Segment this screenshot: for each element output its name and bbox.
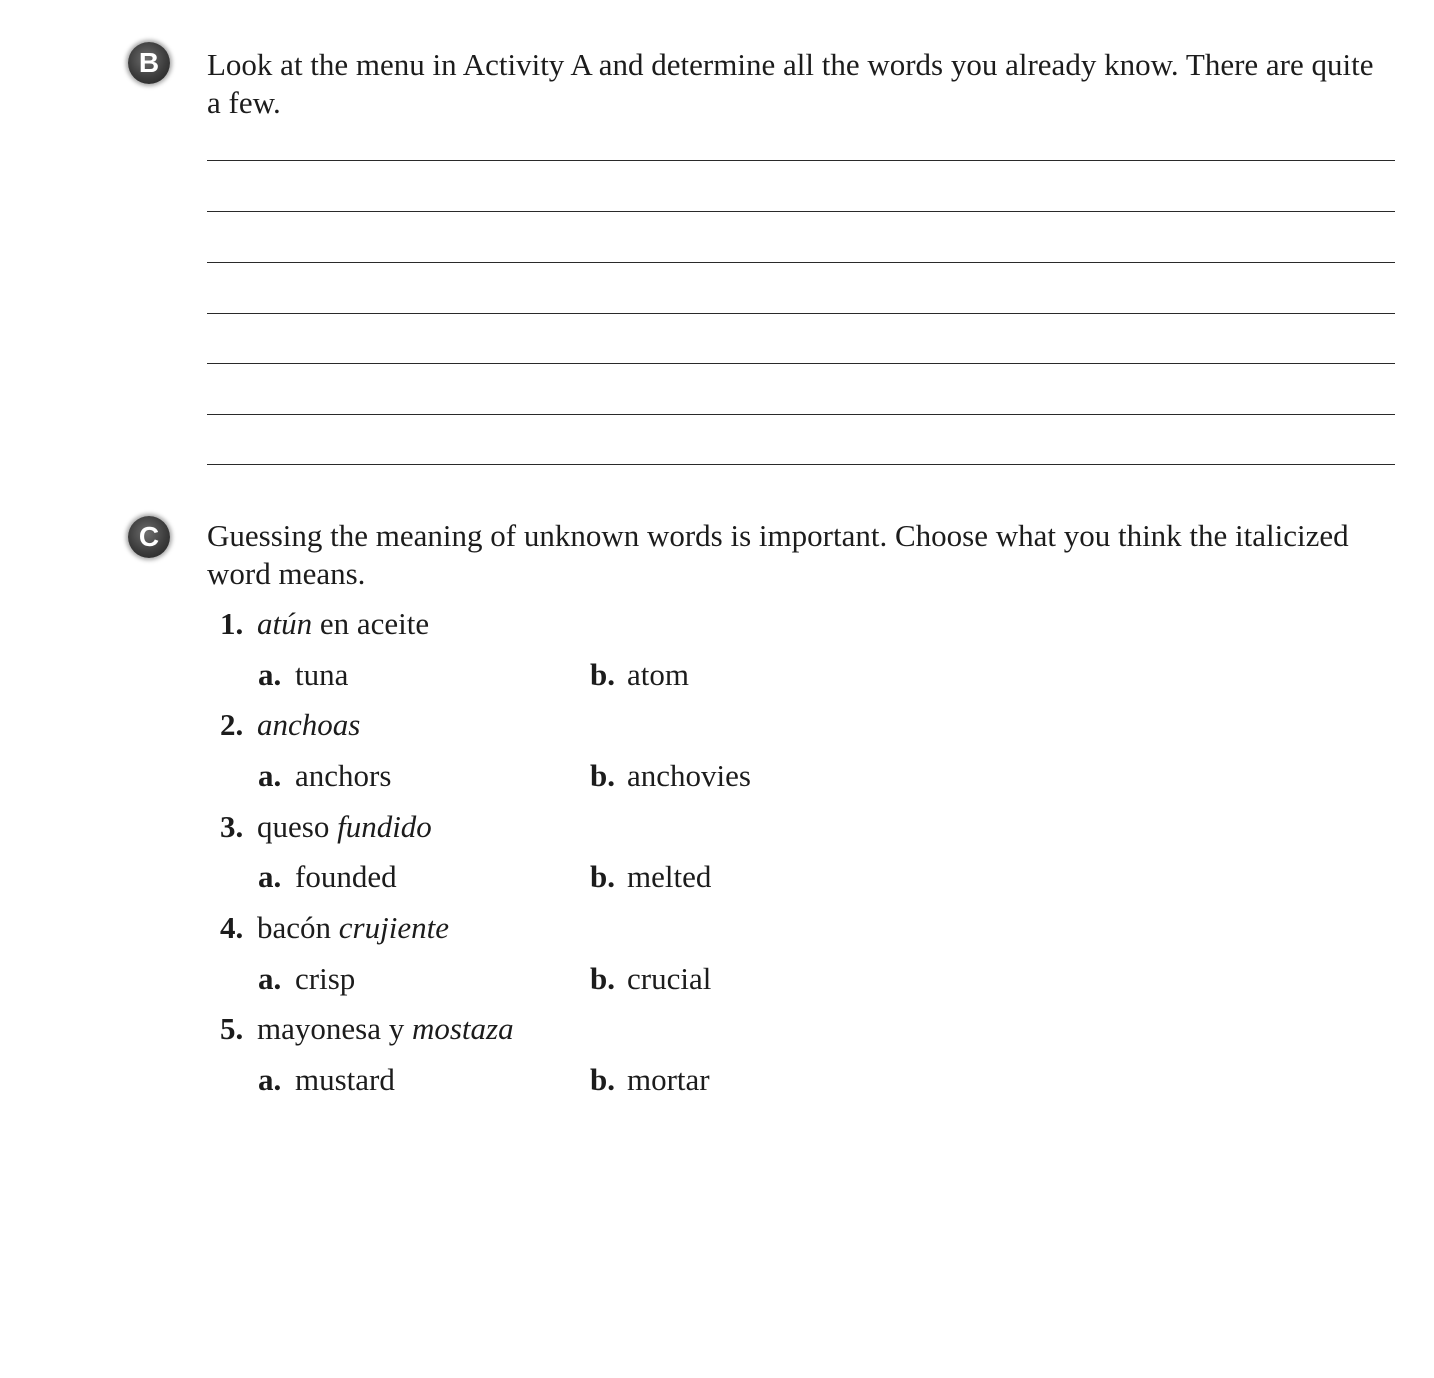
- question-5-option-a[interactable]: [258, 1061, 395, 1099]
- question-text-pre: queso: [257, 809, 338, 844]
- answer-line[interactable]: [207, 414, 1395, 415]
- question-1-option-a[interactable]: [258, 656, 348, 694]
- question-5-option-b[interactable]: [590, 1061, 710, 1099]
- question-4-option-b[interactable]: [590, 960, 711, 998]
- option-letter: b.: [590, 1062, 615, 1097]
- option-text: tuna: [295, 657, 349, 692]
- option-text: atom: [627, 657, 689, 692]
- question-1: [220, 605, 429, 643]
- option-letter: b.: [590, 657, 615, 692]
- question-text-pre: bacón: [257, 910, 339, 945]
- question-text-post: en aceite: [312, 606, 430, 641]
- activity-b-prompt: Look at the menu in Activity A and determine all the words you already know. There are quite a few.: [207, 47, 1374, 120]
- question-1-option-b[interactable]: [590, 656, 689, 694]
- question-number: 5.: [220, 1011, 244, 1046]
- answer-line[interactable]: [207, 313, 1395, 314]
- option-text: melted: [627, 859, 712, 894]
- italic-word: atún: [257, 606, 313, 641]
- question-number: 3.: [220, 809, 244, 844]
- answer-line[interactable]: [207, 363, 1395, 364]
- option-letter: a.: [258, 859, 282, 894]
- activity-c-prompt: Guessing the meaning of unknown words is important. Choose what you think the italicized word means.: [207, 518, 1349, 591]
- answer-line[interactable]: [207, 464, 1395, 465]
- question-3-option-b[interactable]: [590, 858, 711, 896]
- option-text: founded: [295, 859, 397, 894]
- question-number: 1.: [220, 606, 244, 641]
- answer-line[interactable]: [207, 160, 1395, 161]
- option-text: crisp: [295, 961, 356, 996]
- question-3-option-a[interactable]: [258, 858, 397, 896]
- activity-b-badge: B: [128, 42, 170, 84]
- italic-word: mostaza: [411, 1011, 514, 1046]
- italic-word: anchoas: [257, 707, 361, 742]
- option-text: crucial: [627, 961, 712, 996]
- activity-c-badge: C: [128, 516, 170, 558]
- option-letter: b.: [590, 758, 615, 793]
- question-4-option-a[interactable]: [258, 960, 355, 998]
- answer-line[interactable]: [207, 211, 1395, 212]
- italic-word: fundido: [337, 809, 432, 844]
- question-2-option-a[interactable]: [258, 757, 391, 795]
- option-text: anchors: [295, 758, 392, 793]
- option-text: anchovies: [627, 758, 751, 793]
- question-number: 2.: [220, 707, 244, 742]
- question-2: [220, 706, 360, 744]
- question-4: [220, 909, 449, 947]
- italic-word: crujiente: [338, 910, 449, 945]
- option-text: mustard: [295, 1062, 395, 1097]
- option-letter: a.: [258, 1062, 282, 1097]
- option-letter: a.: [258, 961, 282, 996]
- answer-line[interactable]: [207, 262, 1395, 263]
- option-letter: b.: [590, 859, 615, 894]
- option-letter: a.: [258, 758, 282, 793]
- question-number: 4.: [220, 910, 244, 945]
- option-text: mortar: [627, 1062, 710, 1097]
- option-letter: b.: [590, 961, 615, 996]
- question-5: [220, 1010, 514, 1048]
- option-letter: a.: [258, 657, 282, 692]
- question-2-option-b[interactable]: [590, 757, 751, 795]
- question-3: [220, 808, 432, 846]
- question-text-pre: mayonesa y: [257, 1011, 412, 1046]
